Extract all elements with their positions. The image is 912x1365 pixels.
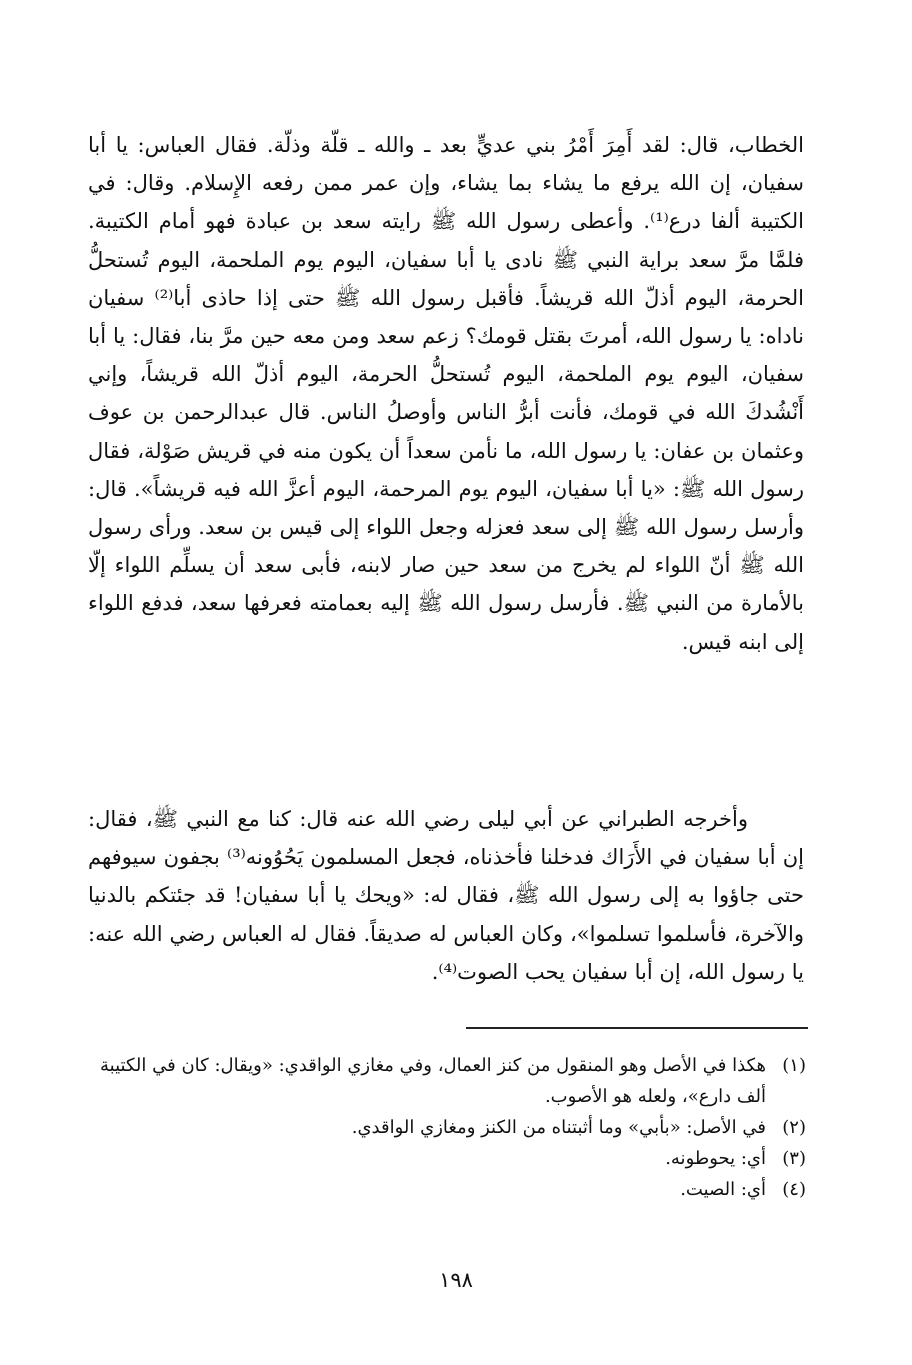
footnote-text: أي: يحوطونه. xyxy=(665,1148,766,1169)
footnote-text: في الأصل: «بأبي» وما أثبتناه من الكنز ومغازي الواقدي. xyxy=(351,1117,766,1138)
footnote-text: أي: الصيت. xyxy=(680,1179,766,1200)
footnote-text: هكذا في الأصل وهو المنقول من كنز العمال، وفي مغازي الواقدي: «ويقال: كان في الكتيبة ألف دارع»، ولعله هو الأصوب. xyxy=(100,1055,766,1107)
footnote-number: (١) xyxy=(782,1055,806,1076)
footnote-item xyxy=(100,1174,806,1205)
footnote-item xyxy=(100,1112,806,1143)
footnote-number: (٤) xyxy=(782,1179,806,1200)
footnote-item xyxy=(100,1050,806,1112)
footnote-divider xyxy=(466,1027,808,1029)
main-paragraph-2 xyxy=(88,800,804,991)
footnote-item xyxy=(100,1143,806,1174)
main-paragraph-2-text: وأخرجه الطبراني عن أبي ليلى رضي الله عنه قال: كنا مع النبي ﷺ، فقال: إن أبا سفيان في الأَرَاك فدخلنا فأخذناه، فجعل المسلمون يَحُوُونه⁽³⁾ بجفون سيوفهم حتى جاؤوا به إلى رسول الله ﷺ، فقال له: «ويحك يا أبا سفيان! قد جئتكم بالدنيا والآخرة، فأسلموا تسلموا»، وكان العباس له صديقاً. فقال له العباس رضي الله عنه: يا رسول الله، إن أبا سفيان يحب الصوت⁽⁴⁾. xyxy=(88,807,805,984)
footnote-number: (٢) xyxy=(782,1117,806,1138)
footnote-number: (٣) xyxy=(782,1148,806,1169)
main-paragraph-1: الخطاب، قال: لقد أَمِرَ أَمْرُ بني عديٍّ بعد ـ والله ـ قلّة وذلّة. فقال العباس: يا أبا سفيان، إن الله يرفع ما يشاء بما يشاء، وإن عمر ممن رفعه الإِسلام. وقال: في الكتيبة ألفا درع⁽¹⁾. وأعطى رسول الله ﷺ رايته سعد بن عبادة فهو أمام الكتيبة. فلمَّا مرَّ سعد براية النبي ﷺ نادى يا أبا سفيان، اليوم يوم الملحمة، اليوم تُستحلُّ الحرمة، اليوم أذلّ الله قريشاً. فأقبل رسول الله ﷺ حتى إذا حاذى أبا⁽²⁾ سفيان ناداه: يا رسول الله، أمرتَ بقتل قومك؟ زعم سعد ومن معه حين مرَّ بنا، فقال: يا أبا سفيان، اليوم يوم الملحمة، اليوم تُستحلُّ الحرمة، اليوم أذلّ الله قريشاً، وإني أَنْشُدكَ الله في قومك، فأنت أبرُّ الناس وأوصلُ الناس. قال عبدالرحمن بن عوف وعثمان بن عفان: يا رسول الله، ما نأمن سعداً أن يكون منه في قريش صَوْلة، فقال رسول الله ﷺ: «يا أبا سفيان، اليوم يوم المرحمة، اليوم أعزَّ الله فيه قريشاً». قال: وأرسل رسول الله ﷺ إلى سعد فعزله وجعل اللواء إلى قيس بن سعد. ورأى رسول الله ﷺ أنّ اللواء لم يخرج من سعد حين صار لابنه، فأبى سعد أن يسلِّم اللواء إلّا بالأمارة من النبي ﷺ. فأرسل رسول الله ﷺ إليه بعمامته فعرفها سعد، فدفع اللواء إلى ابنه قيس. xyxy=(88,133,805,654)
page-number: ١٩٨ xyxy=(439,1268,473,1292)
footnotes xyxy=(100,1050,806,1205)
